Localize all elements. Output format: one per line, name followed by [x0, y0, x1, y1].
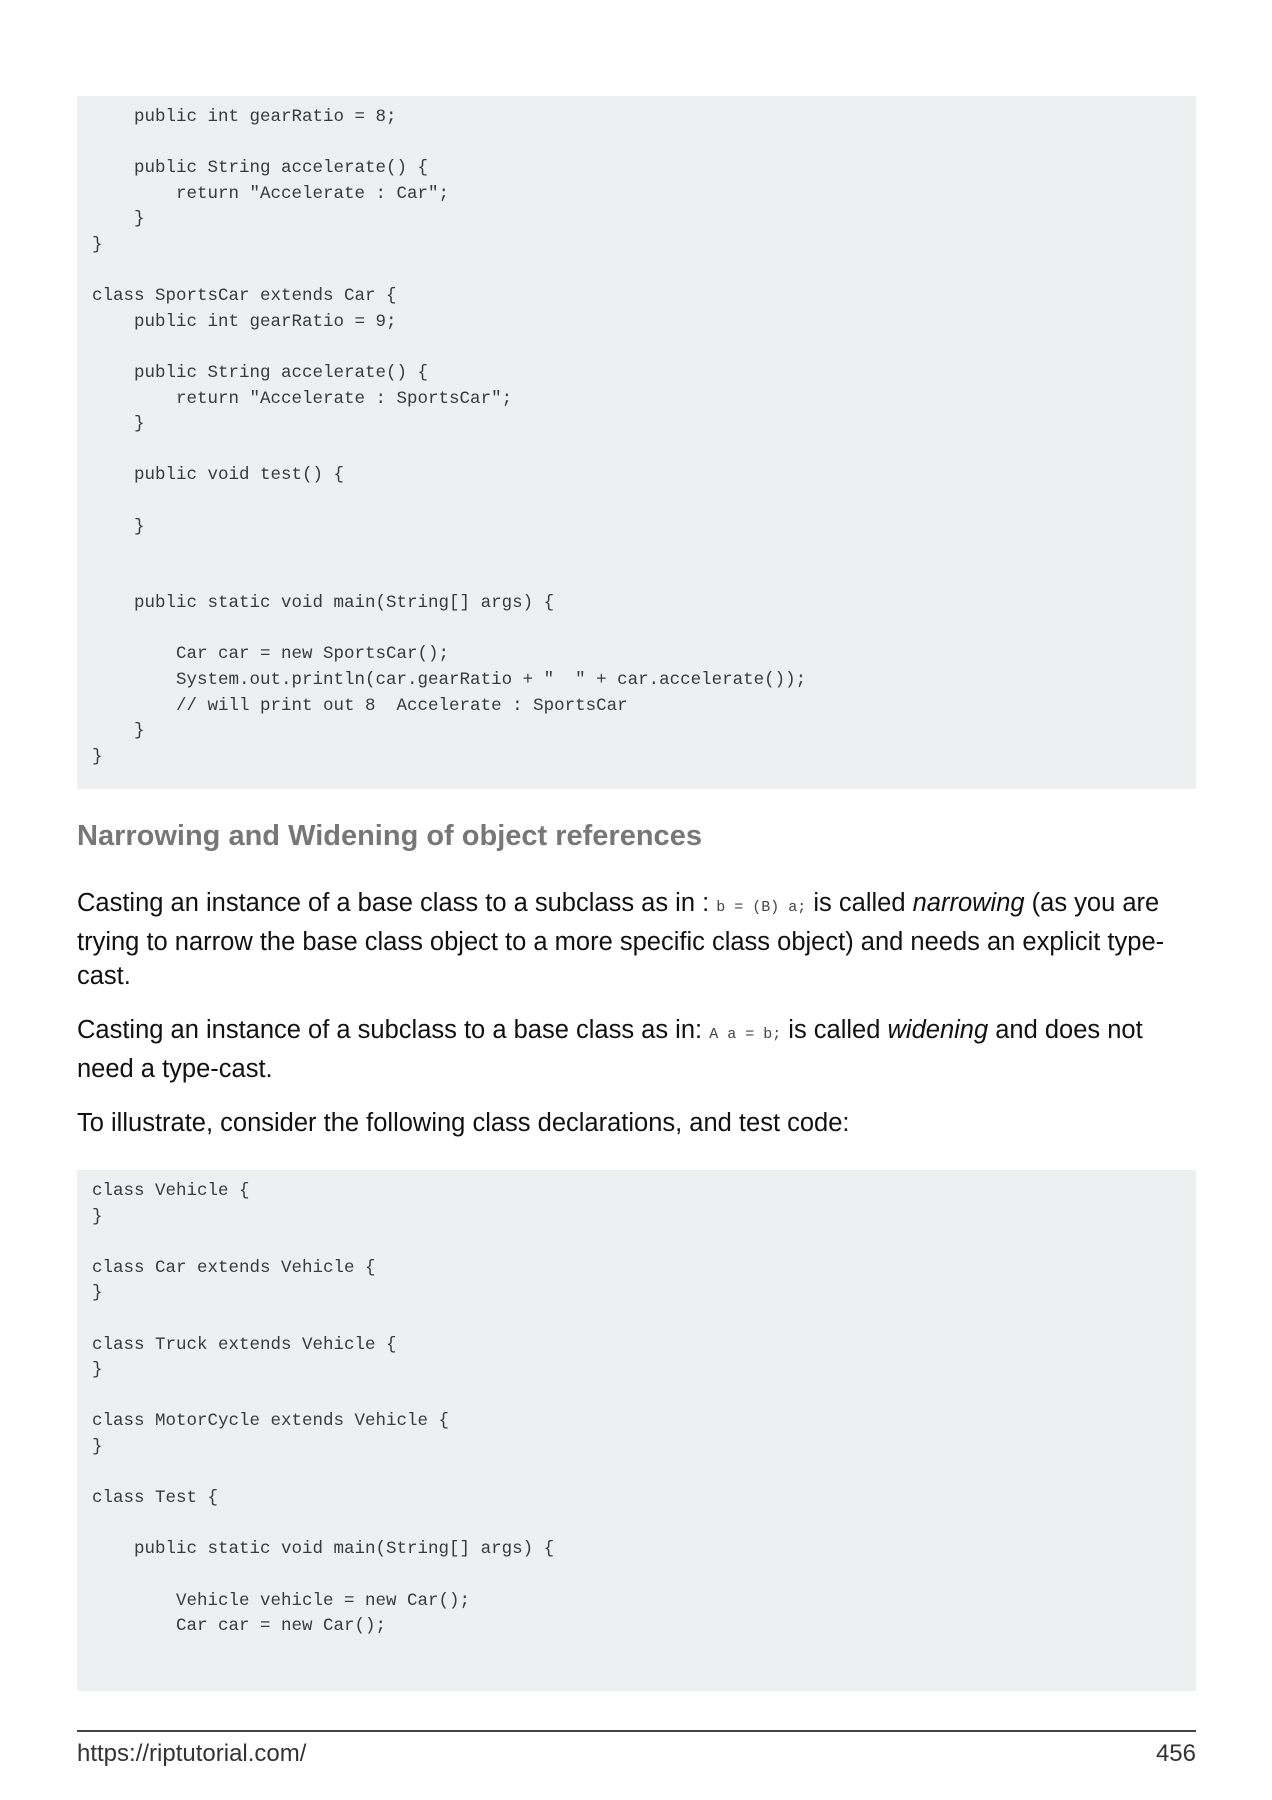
code-line	[92, 1384, 1196, 1410]
page-number: 456	[1155, 1740, 1196, 1767]
code-line: class Vehicle {	[92, 1181, 250, 1201]
code-line: public int gearRatio = 9;	[92, 311, 397, 332]
code-line: class SportsCar extends Car {	[92, 286, 397, 307]
code-line: }	[92, 1206, 103, 1227]
code-line: public String accelerate() {	[92, 362, 429, 383]
code-line: }	[92, 209, 145, 230]
paragraph-widening	[77, 1013, 1202, 1086]
code-line: class MotorCycle extends Vehicle {	[92, 1411, 450, 1432]
code-line	[92, 489, 1196, 515]
code-line: return "Accelerate : Car";	[92, 183, 450, 204]
emphasis-term: narrowing	[912, 889, 1025, 917]
code-line: Car car = new Car();	[92, 1616, 387, 1637]
code-block-car-sportscar	[77, 96, 1196, 789]
code-line: class Test {	[92, 1488, 219, 1509]
inline-code: b = (B) a;	[716, 899, 807, 916]
inline-code: A a = b;	[709, 1026, 782, 1043]
text: Casting an instance of a subclass to a base class as in:	[77, 1016, 710, 1044]
code-line	[92, 1461, 1196, 1487]
code-line	[92, 1640, 1196, 1666]
code-line: return "Accelerate : SportsCar";	[92, 388, 513, 409]
code-line	[92, 259, 1196, 285]
text: Casting an instance of a base class to a subclass as in :	[77, 889, 717, 917]
paragraph-narrowing	[77, 886, 1202, 993]
code-line	[92, 131, 1196, 157]
text: and does not need a type-cast.	[77, 1016, 1143, 1083]
text: (as you are trying to narrow the base class object to a more specific class object) and needs an explicit type-cast.	[77, 889, 1165, 990]
code-line: Car car = new SportsCar();	[92, 644, 450, 665]
code-line	[92, 438, 1196, 464]
code-line: class Truck extends Vehicle {	[92, 1334, 397, 1355]
code-line	[92, 1512, 1196, 1538]
code-line: public static void main(String[] args) {	[92, 1539, 555, 1560]
code-line	[92, 1563, 1196, 1589]
code-line: // will print out 8 Accelerate : SportsCar	[92, 695, 628, 716]
code-block-vehicle-classes	[77, 1170, 1196, 1691]
code-line	[92, 617, 1196, 643]
text: is called	[781, 1016, 888, 1044]
code-line	[92, 540, 1196, 566]
section-heading: Narrowing and Widening of object references	[77, 820, 702, 852]
code-line	[92, 1230, 1196, 1256]
code-line: System.out.println(car.gearRatio + " " + car.accelerate());	[92, 670, 807, 691]
code-line: Vehicle vehicle = new Car();	[92, 1590, 471, 1611]
footer-url-link[interactable]: https://riptutorial.com/	[77, 1740, 307, 1767]
code-line	[92, 1307, 1196, 1333]
footer-divider	[77, 1730, 1196, 1732]
code-line: public String accelerate() {	[92, 158, 429, 179]
code-line: public int gearRatio = 8;	[92, 107, 397, 127]
code-line: public void test() {	[92, 465, 345, 486]
code-line	[92, 335, 1196, 361]
emphasis-term: widening	[887, 1016, 989, 1044]
paragraph-illustrate: To illustrate, consider the following class declarations, and test code:	[77, 1109, 850, 1137]
code-line: }	[92, 1283, 103, 1304]
code-line: }	[92, 1436, 103, 1457]
code-line: }	[92, 516, 145, 537]
code-line: }	[92, 746, 103, 767]
code-line	[92, 566, 1196, 592]
code-line: }	[92, 721, 145, 742]
code-line: }	[92, 414, 145, 435]
code-line: }	[92, 234, 103, 255]
text: is called	[806, 889, 913, 917]
code-line: class Car extends Vehicle {	[92, 1257, 376, 1278]
code-line: }	[92, 1360, 103, 1381]
code-line: public static void main(String[] args) {	[92, 593, 555, 614]
